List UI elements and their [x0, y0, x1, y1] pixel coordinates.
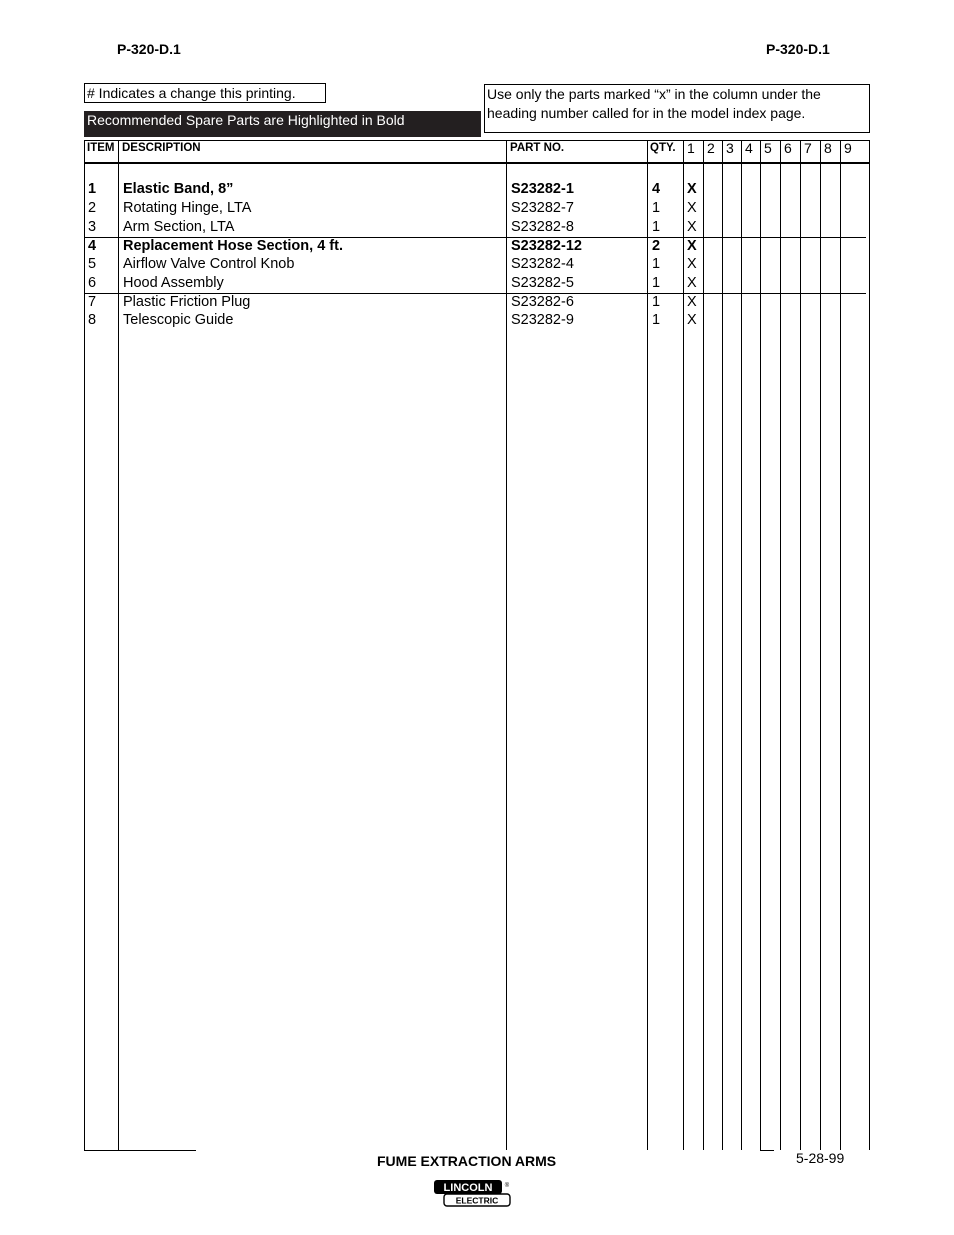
- model-column-rule: [840, 140, 841, 1150]
- model-column-rule: [722, 140, 723, 1150]
- model-column-rule: [869, 140, 870, 1150]
- row-mark: X: [687, 200, 697, 216]
- model-column-rule: [800, 140, 801, 1150]
- row-part-no: S23282-5: [511, 275, 574, 291]
- usage-note: Use only the parts marked “x” in the column under the heading number called for in the model index page.: [484, 84, 870, 133]
- row-description: Elastic Band, 8”: [123, 181, 234, 197]
- row-mark: X: [687, 238, 697, 254]
- row-part-no: S23282-6: [511, 294, 574, 310]
- row-item: 1: [88, 181, 97, 197]
- model-column-rule: [683, 140, 684, 1150]
- row-mark: X: [687, 294, 697, 310]
- column-rule: [506, 140, 507, 1150]
- row-part-no: S23282-9: [511, 312, 574, 328]
- row-description: Hood Assembly: [123, 275, 224, 291]
- row-qty: 1: [652, 200, 661, 216]
- row-qty: 1: [652, 294, 661, 310]
- column-rule: [84, 140, 85, 1150]
- header-item: ITEM: [87, 142, 115, 154]
- table-bottom-rule: [760, 1150, 774, 1151]
- row-item: 8: [88, 312, 97, 328]
- row-part-no: S23282-8: [511, 219, 574, 235]
- row-qty: 4: [652, 181, 661, 197]
- header-qty: QTY.: [650, 142, 676, 154]
- row-item: 6: [88, 275, 97, 291]
- row-mark: X: [687, 312, 697, 328]
- row-item: 5: [88, 256, 97, 272]
- row-mark: X: [687, 256, 697, 272]
- row-mark: X: [687, 219, 697, 235]
- row-description: Telescopic Guide: [123, 312, 234, 328]
- model-column-header: 6: [784, 140, 792, 156]
- model-column-header: 7: [804, 140, 812, 156]
- document-code-left: P-320-D.1: [117, 41, 181, 57]
- model-column-rule: [760, 140, 761, 1150]
- row-description: Airflow Valve Control Knob: [123, 256, 295, 272]
- model-column-rule: [780, 140, 781, 1150]
- model-column-rule: [703, 140, 704, 1150]
- row-description: Arm Section, LTA: [123, 219, 235, 235]
- row-mark: X: [687, 275, 697, 291]
- header-part-no: PART NO.: [510, 142, 565, 154]
- change-note: # Indicates a change this printing.: [84, 83, 326, 103]
- model-column-header: 1: [687, 140, 695, 156]
- model-column-header: 5: [764, 140, 772, 156]
- row-qty: 1: [652, 312, 661, 328]
- row-item: 3: [88, 219, 97, 235]
- row-item: 7: [88, 294, 97, 310]
- document-code-right: P-320-D.1: [766, 41, 830, 57]
- row-part-no: S23282-7: [511, 200, 574, 216]
- model-column-header: 8: [824, 140, 832, 156]
- logo-registered-mark: ®: [504, 1183, 510, 1189]
- lincoln-electric-logo: [433, 1179, 511, 1207]
- spare-parts-note: Recommended Spare Parts are Highlighted in Bold: [84, 111, 481, 137]
- logo-bottom-text: ELECTRIC: [455, 1195, 499, 1206]
- table-header-rule: [84, 162, 870, 164]
- header-description: DESCRIPTION: [122, 142, 201, 154]
- row-item: 4: [88, 238, 97, 254]
- row-part-no: S23282-4: [511, 256, 574, 272]
- model-column-header: 4: [745, 140, 753, 156]
- row-part-no: S23282-12: [511, 238, 582, 254]
- row-part-no: S23282-1: [511, 181, 574, 197]
- row-item: 2: [88, 200, 97, 216]
- footer-date: 5-28-99: [796, 1150, 845, 1166]
- model-column-header: 3: [726, 140, 734, 156]
- model-column-rule: [820, 140, 821, 1150]
- row-qty: 1: [652, 219, 661, 235]
- row-qty: 2: [652, 238, 661, 254]
- model-column-header: 9: [844, 140, 852, 156]
- logo-top-text: LINCOLN: [443, 1182, 493, 1194]
- table-bottom-rule: [84, 1150, 196, 1151]
- row-qty: 1: [652, 256, 661, 272]
- row-description: Plastic Friction Plug: [123, 294, 251, 310]
- footer-title: FUME EXTRACTION ARMS: [377, 1153, 557, 1169]
- row-description: Replacement Hose Section, 4 ft.: [123, 238, 343, 254]
- column-rule: [647, 140, 648, 1150]
- row-description: Rotating Hinge, LTA: [123, 200, 252, 216]
- model-column-rule: [741, 140, 742, 1150]
- row-mark: X: [687, 181, 697, 197]
- row-qty: 1: [652, 275, 661, 291]
- model-column-header: 2: [707, 140, 715, 156]
- column-rule: [118, 140, 119, 1150]
